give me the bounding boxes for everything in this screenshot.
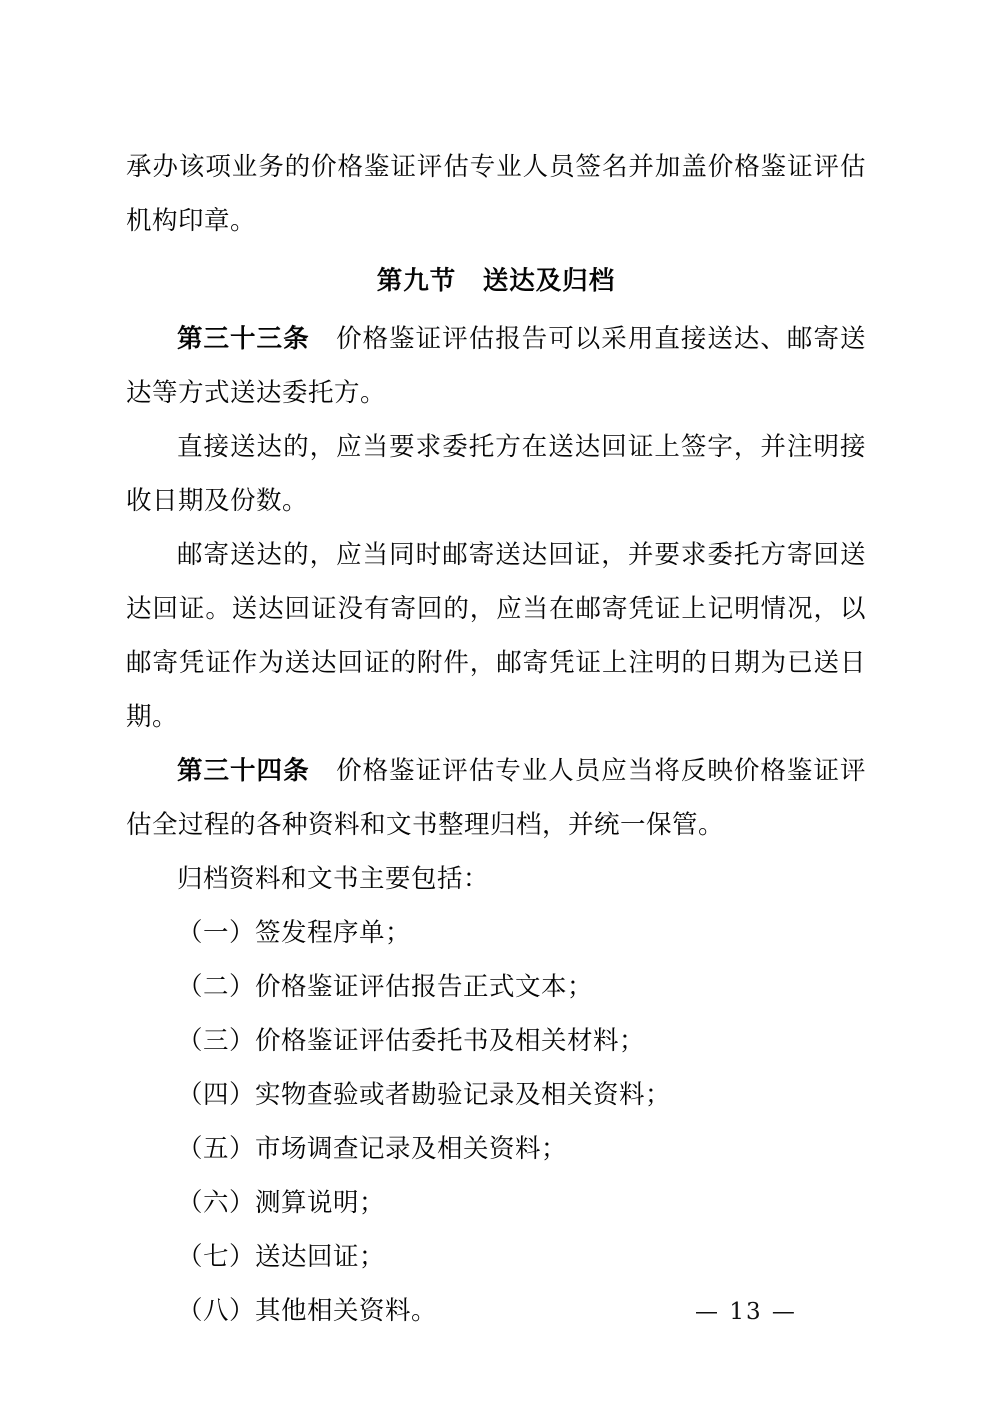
article-34-paragraph-1: 归档资料和文书主要包括：	[177, 864, 490, 894]
page-footer	[0, 1299, 992, 1325]
list-item: （四）实物查验或者勘验记录及相关资料；	[177, 1080, 672, 1110]
list-item: （三）价格鉴证评估委托书及相关材料；	[177, 1026, 646, 1056]
article-33-text: 价格鉴证评估报告可以采用直接送达、邮寄送达等方式送达委托方。	[126, 324, 866, 408]
article-33	[126, 312, 866, 420]
page-number: — 13 —	[695, 1299, 797, 1325]
section-heading: 第九节 送达及归档	[376, 266, 616, 296]
article-33-paragraph-1: 直接送达的，应当要求委托方在送达回证上签字，并注明接收日期及份数。	[126, 432, 866, 516]
continued-paragraph: 承办该项业务的价格鉴证评估专业人员签名并加盖价格鉴证评估机构印章。	[126, 152, 866, 236]
article-33-label: 第三十三条	[177, 324, 310, 354]
list-item: （一）签发程序单；	[177, 918, 412, 948]
article-34	[126, 744, 866, 852]
article-34-label: 第三十四条	[177, 756, 310, 786]
article-33-paragraph-2: 邮寄送达的，应当同时邮寄送达回证，并要求委托方寄回送达回证。送达回证没有寄回的，应当在邮寄凭证上记明情况，以邮寄凭证作为送达回证的附件，邮寄凭证上注明的日期为已送日期。	[126, 540, 866, 732]
list-item: （七）送达回证；	[177, 1242, 386, 1272]
document-body	[126, 140, 866, 1338]
list-item: （二）价格鉴证评估报告正式文本；	[177, 972, 594, 1002]
list-item: （六）测算说明；	[177, 1188, 386, 1218]
list-item: （五）市场调查记录及相关资料；	[177, 1134, 568, 1164]
list-item: （八）其他相关资料。	[177, 1296, 438, 1326]
article-34-text: 价格鉴证评估专业人员应当将反映价格鉴证评估全过程的各种资料和文书整理归档，并统一保管。	[126, 756, 866, 840]
